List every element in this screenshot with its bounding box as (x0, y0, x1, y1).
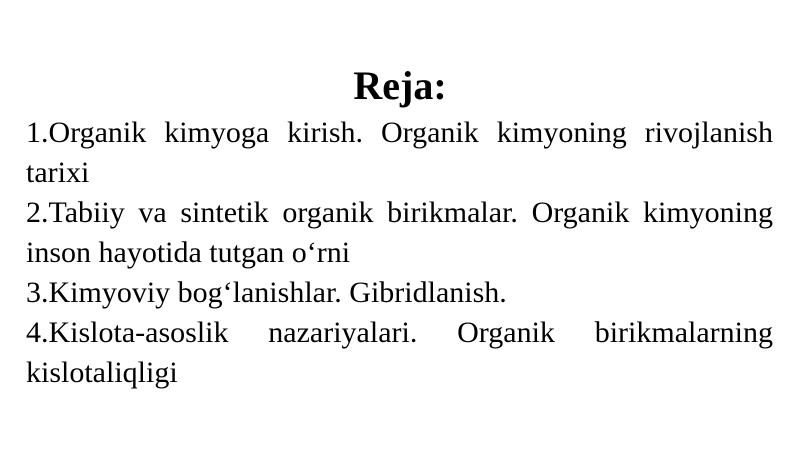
plan-item-1: 1.Organik kimyoga kirish. Organik kimyoning rivojlanish tarixi (26, 116, 773, 189)
plan-item-3: 3.Kimyoviy bog‘lanishlar. Gibridlanish. (26, 276, 507, 309)
plan-item-2: 2.Tabiiy va sintetik organik birikmalar. Organik kimyoning inson hayotida tutgan o‘rni (26, 196, 773, 269)
slide-title: Reja: (353, 63, 447, 108)
plan-list (26, 113, 773, 393)
plan-item-4: 4.Kislota-asoslik nazariyalari. Organik birikmalarning kislotaliqligi (26, 316, 773, 389)
